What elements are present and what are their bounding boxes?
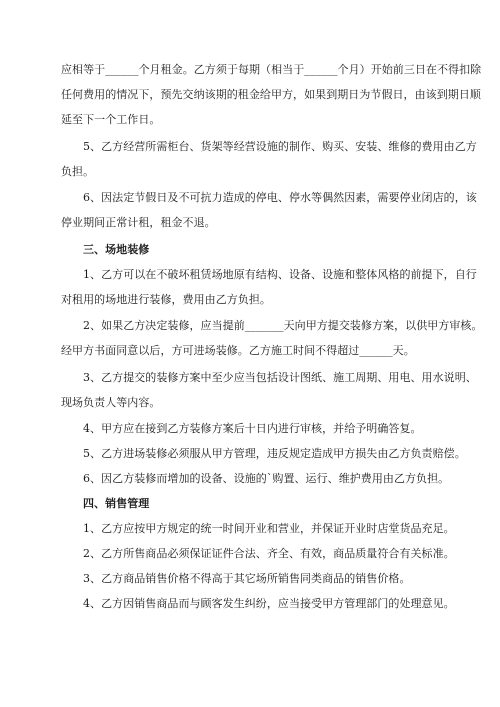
paragraph-line: 1、乙方应按甲方规定的统一时间开业和营业，并保证开业时店堂货品充足。 (83, 522, 455, 535)
paragraph-line: 6、因乙方装修而增加的设备、设施的`购置、运行、维护费用由乙方负担。 (83, 472, 450, 485)
paragraph-line: 5、乙方经营所需柜台、货架等经营设施的制作、购买、安装、维修的费用由乙方 (83, 139, 477, 153)
paragraph-line: 6、因法定节假日及不可抗力造成的停电、停水等偶然因素，需要停业闭店的，该 (83, 191, 477, 204)
paragraph-line: 4、甲方应在接到乙方装修方案后十日内进行审核，并给予明确答复。 (83, 422, 422, 435)
paragraph-line: 4、乙方因销售商品而与顾客发生纠纷，应当接受甲方管理部门的处理意见。 (83, 597, 455, 610)
paragraph-line: 5、乙方进场装修必须服从甲方管理，违反规定造成甲方损失由乙方负责赔偿。 (83, 447, 466, 460)
paragraph-line: 对租用的场地进行装修，费用由乙方负担。 (61, 292, 271, 306)
document-body (61, 63, 483, 610)
paragraph-line: 应相等于______个月租金。乙方须于每期（相当于______个月）开始前三日在不得扣除 (61, 63, 482, 76)
paragraph-line: 延至下一个工作日。 (61, 113, 161, 126)
paragraph-line: 负担。 (61, 164, 95, 178)
section-heading: 三、场地装修 (83, 242, 150, 256)
paragraph-line: 3、乙方提交的装修方案中至少应当包括设计图纸、施工周期、用电、用水说明、 (83, 370, 477, 384)
paragraph-line: 2、如果乙方决定装修，应当提前_______天向甲方提交装修方案，以供甲方审核。 (83, 319, 483, 332)
paragraph-line: 1、乙方可以在不破坏租赁场地原有结构、设备、设施和整体风格的前提下，自行 (83, 267, 477, 281)
paragraph-line: 2、乙方所售商品必须保证证件合法、齐全、有效，商品质量符合有关标准。 (83, 547, 455, 560)
section-heading: 四、销售管理 (83, 497, 150, 510)
paragraph-line: 任何费用的情况下，预先交纳该期的租金给甲方，如果到期日为节假日，由该到期日顺 (61, 88, 481, 101)
paragraph-line: 停业期间正常计租，租金不退。 (61, 216, 216, 229)
paragraph-line: 3、乙方商品销售价格不得高于其它场所销售同类商品的销售价格。 (83, 572, 411, 585)
paragraph-line: 经甲方书面同意以后，方可进场装修。乙方施工时间不得超过______天。 (61, 344, 415, 357)
paragraph-line: 现场负责人等内容。 (61, 395, 161, 409)
